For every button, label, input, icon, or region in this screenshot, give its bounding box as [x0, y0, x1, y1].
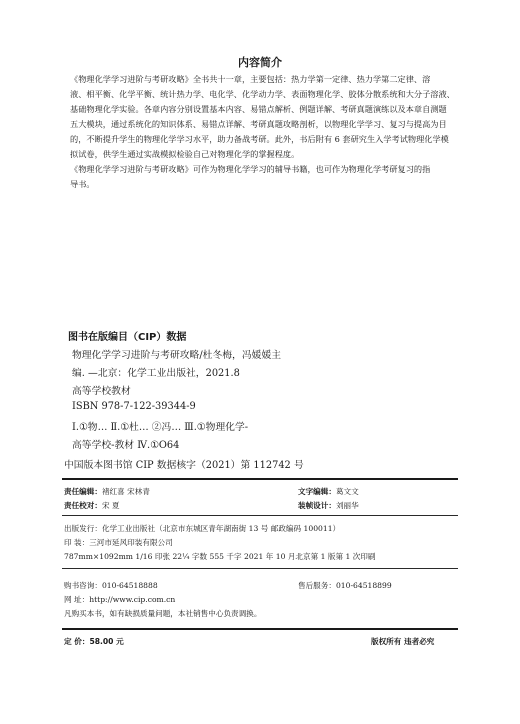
cip-line: 编. —北京：化学工业出版社，2021.8 — [72, 368, 240, 379]
copyright-notice: 版权所有 违者必究 — [371, 637, 435, 646]
cover-design-value: 刘丽华 — [335, 501, 359, 510]
price — [64, 636, 124, 647]
divider — [62, 515, 458, 516]
intro-paragraph-1 — [70, 72, 460, 162]
intro-line: 液、相平衡、化学平衡、统计热力学、电化学、化学动力学、表面物理化学、胶体分散系统和大分子溶液、 — [70, 89, 455, 99]
intro-paragraph-2 — [70, 162, 460, 192]
editor-value: 褚红喜 宋林青 — [101, 487, 150, 496]
exchange-note: 凡购买本书，如有缺损质量问题，本社销售中心负责调换。 — [64, 609, 262, 618]
divider — [62, 568, 458, 569]
printer-line: 印 装：三河市延风印装有限公司 — [64, 538, 173, 547]
publisher-line: 出版发行：化学工业出版社（北京市东城区青年湖南街 13 号 邮政编码 100011） — [64, 524, 341, 533]
cip-line: Ⅰ.①物… Ⅱ.①杜… ②冯… Ⅲ.①物理化学- — [72, 422, 249, 433]
cip-line: 高等学校-教材 Ⅳ.①O64 — [72, 440, 180, 451]
cip-heading: 图书在版编目（CIP）数据 — [68, 332, 187, 343]
after-sales-contact: 售后服务：010-64518899 — [298, 581, 392, 590]
editor-row — [64, 486, 150, 497]
divider — [62, 478, 458, 480]
intro-line: 五大模块，通过系统化的知识体系、易错点详解、考研真题攻略剖析，以物理化学学习、复习与提高为目 — [70, 119, 447, 129]
text-editor-value: 葛文文 — [335, 487, 359, 496]
cip-line: ISBN 978-7-122-39344-9 — [72, 401, 196, 412]
price-value: 58.00 元 — [89, 637, 124, 646]
proof-row — [64, 500, 120, 511]
text-editor-label: 文字编辑： — [298, 487, 336, 496]
cip-line: 物理化学学习进阶与考研攻略/杜冬梅，冯媛媛主 — [72, 350, 282, 361]
divider — [62, 628, 458, 630]
format-line: 787mm×1092mm 1/16 印张 22¼ 字数 555 千字 2021 年 10 月北京第 1 版第 1 次印刷 — [64, 552, 376, 561]
price-label: 定 价： — [64, 637, 90, 646]
proof-value: 宋 夏 — [101, 501, 120, 510]
intro-line: 《物理化学学习进阶与考研攻略》可作为物理化学学习的辅导书籍，也可作为物理化学考研复习的指 — [70, 164, 431, 174]
website-link[interactable]: 网 址：http://www.cip.com.cn — [64, 595, 176, 604]
purchase-contact: 购书咨询：010-64518888 — [64, 581, 158, 590]
intro-line: 基础物理化学实验。各章内容分别设置基本内容、易错点解析、例题详解、考研真题演练以及本章自测题 — [70, 104, 447, 114]
cip-number: 中国版本图书馆 CIP 数据核字（2021）第 112742 号 — [64, 460, 304, 471]
intro-line: 《物理化学学习进阶与考研攻略》全书共十一章，主要包括：热力学第一定律、热力学第二定律、溶 — [70, 74, 431, 84]
intro-line: 的，不断提升学生的物理化学学习水平，助力备战考研。此外，书后附有 6 套研究生入学考试物理化学模 — [70, 134, 449, 144]
page-title: 内容简介 — [238, 56, 282, 69]
cover-design-label: 装帧设计： — [298, 501, 336, 510]
intro-line: 导书。 — [70, 179, 95, 189]
editor-label: 责任编辑： — [64, 487, 102, 496]
proof-label: 责任校对： — [64, 501, 102, 510]
cip-line: 高等学校教材 — [72, 386, 131, 397]
text-editor-row — [298, 486, 359, 497]
cover-design-row — [298, 500, 359, 511]
intro-line: 拟试卷，供学生通过实战模拟检验自己对物理化学的掌握程度。 — [70, 149, 300, 159]
